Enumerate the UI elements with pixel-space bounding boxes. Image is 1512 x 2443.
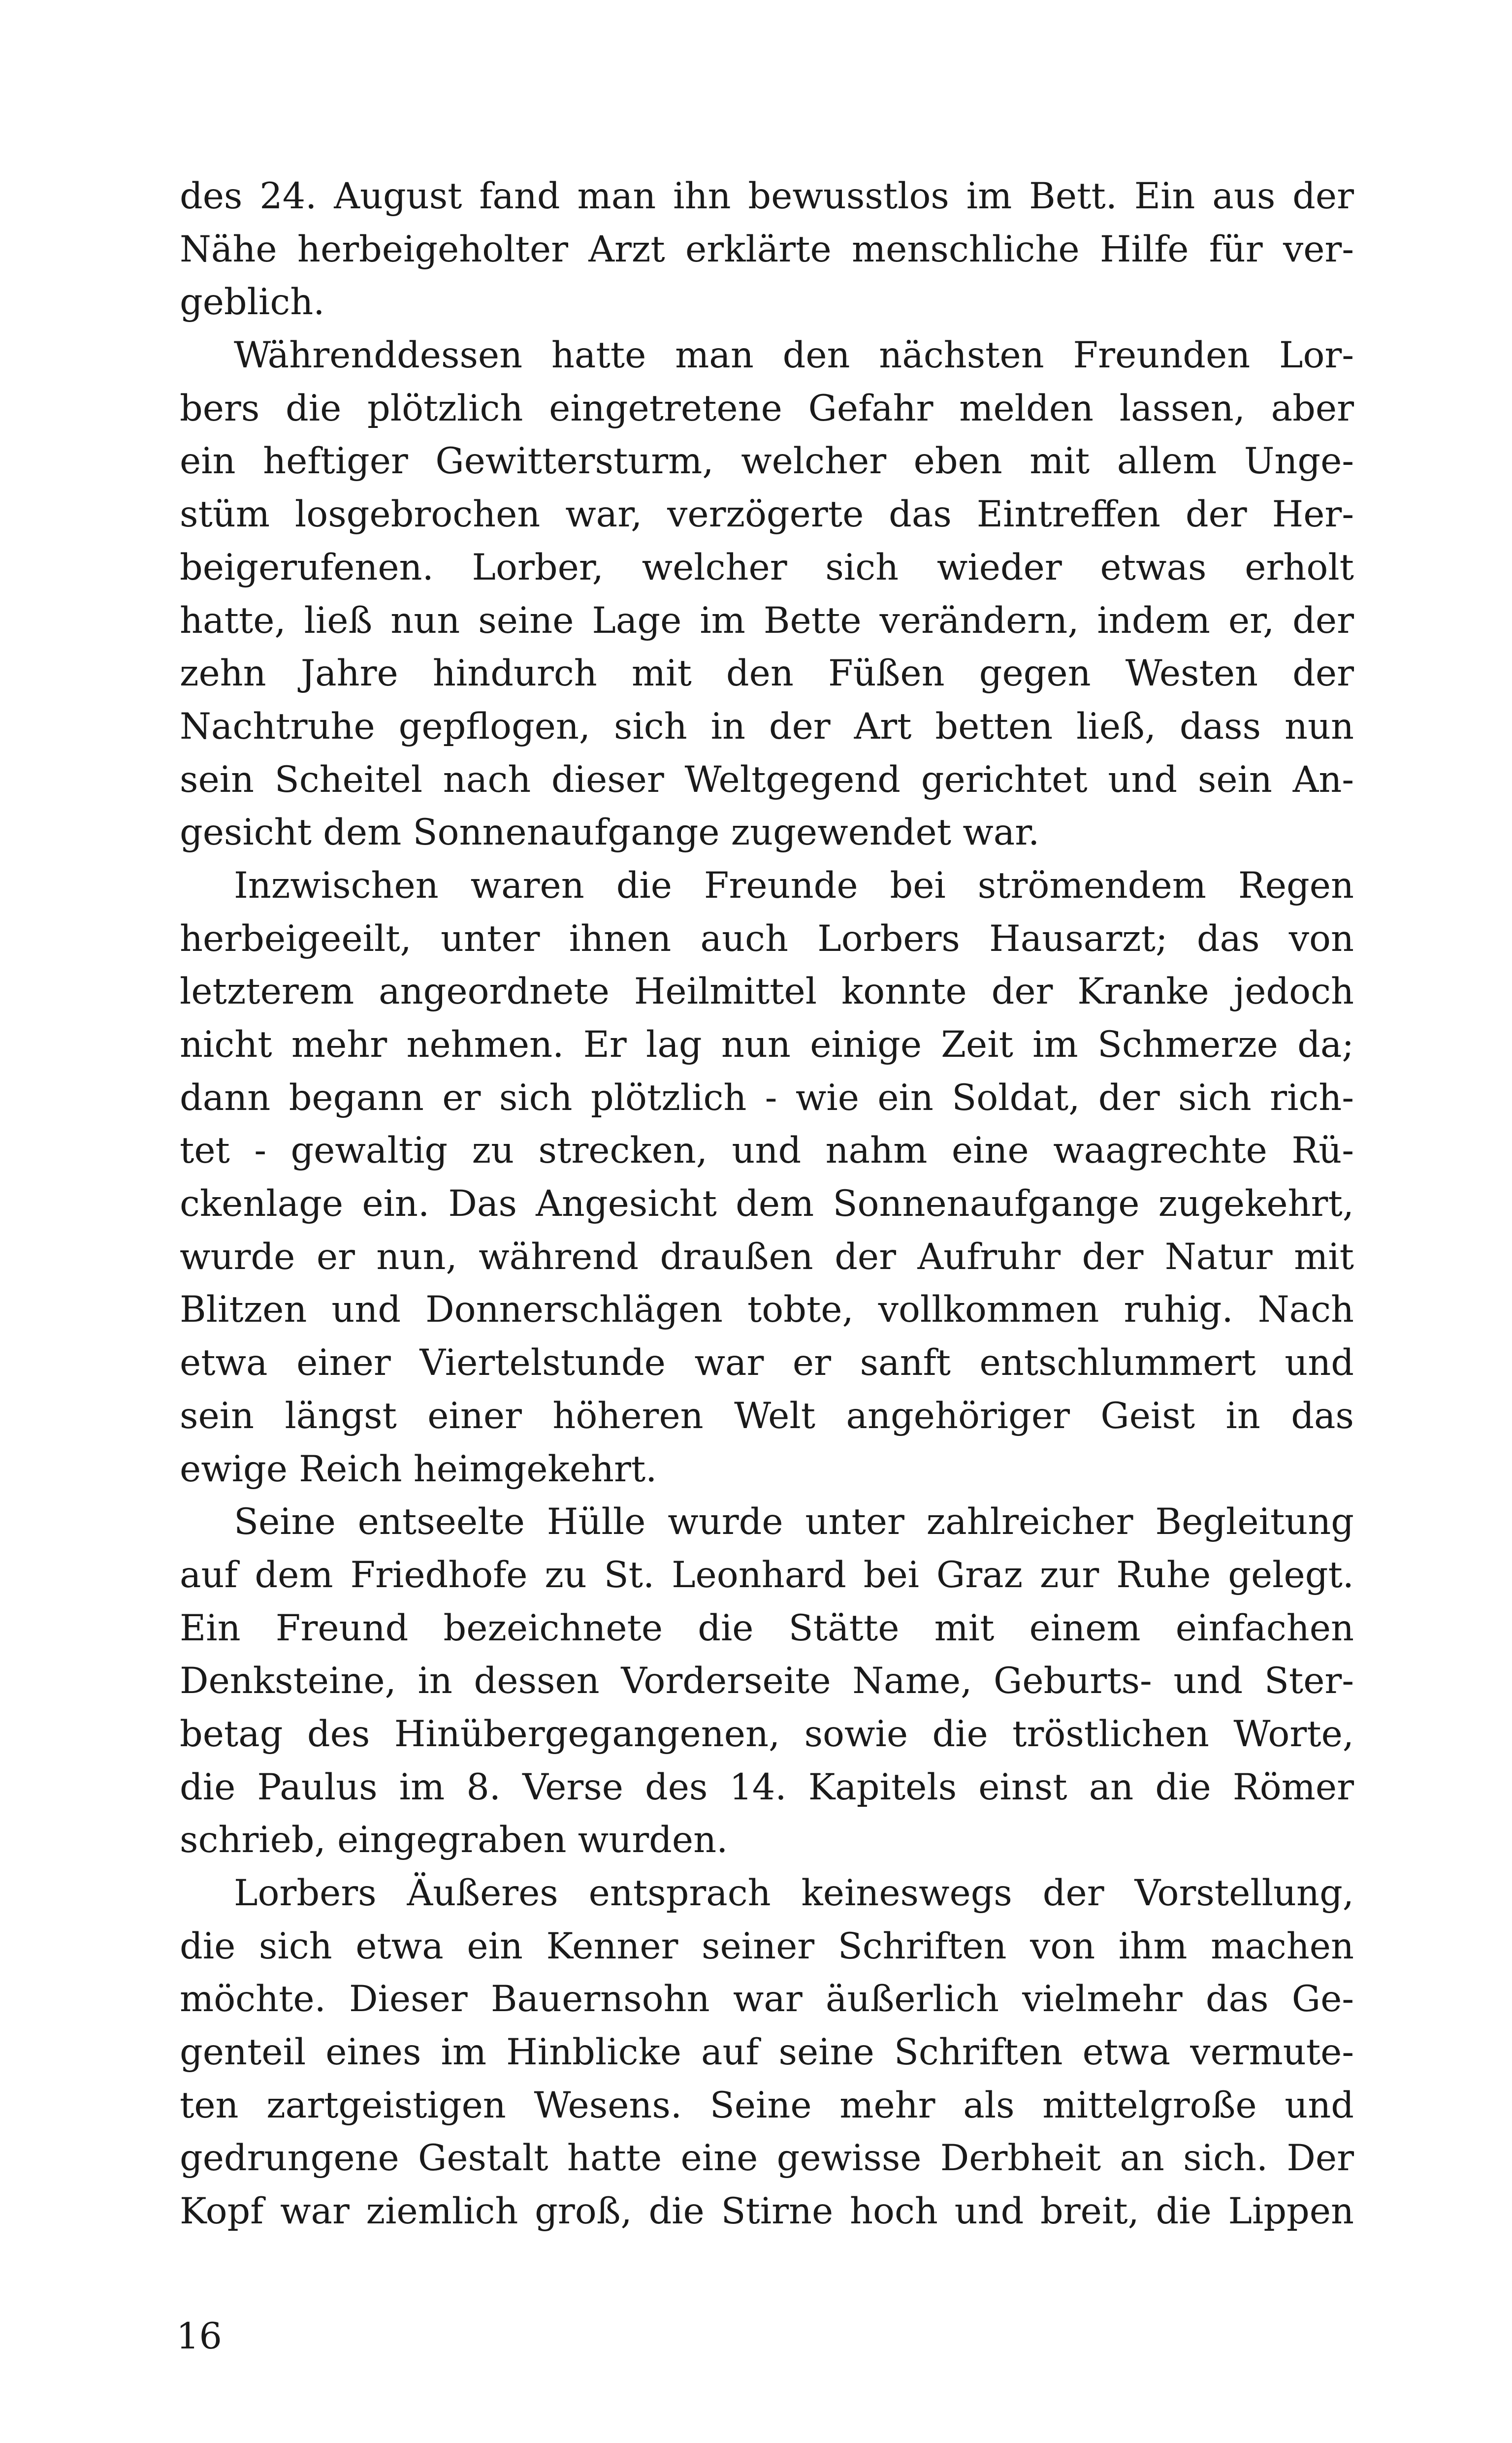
paragraph — [180, 859, 1354, 1496]
text-line: Nachtruhe gepflogen, sich in der Art betten ließ, dass nun — [180, 705, 1354, 748]
text-line: Denksteine, in dessen Vorderseite Name, Geburts- und Ster- — [180, 1660, 1354, 1702]
text-line: tet - gewaltig zu strecken, und nahm eine waagrechte Rü- — [180, 1130, 1354, 1172]
text-line: auf dem Friedhofe zu St. Leonhard bei Graz zur Ruhe gelegt. — [180, 1554, 1354, 1596]
text-line: letzterem angeordnete Heilmittel konnte der Kranke jedoch — [180, 971, 1354, 1013]
text-line: zehn Jahre hindurch mit den Füßen gegen Westen der — [180, 652, 1354, 695]
text-line: nicht mehr nehmen. Er lag nun einige Zeit im Schmerze da; — [180, 1024, 1354, 1066]
text-line: Währenddessen hatte man den nächsten Freunden Lor- — [234, 334, 1354, 377]
text-line: sein Scheitel nach dieser Weltgegend gerichtet und sein An- — [180, 758, 1354, 801]
paragraph — [180, 1496, 1354, 1867]
text-line: wurde er nun, während draußen der Aufruhr der Natur mit — [180, 1236, 1354, 1278]
text-line: bers die plötzlich eingetretene Gefahr melden lassen, aber — [180, 387, 1354, 429]
text-line: dann begann er sich plötzlich - wie ein Soldat, der sich rich- — [180, 1076, 1354, 1119]
text-line: Ein Freund bezeichnete die Stätte mit einem einfachen — [180, 1607, 1354, 1649]
text-line: herbeigeeilt, unter ihnen auch Lorbers Hausarzt; das von — [180, 917, 1354, 960]
text-line: Kopf war ziemlich groß, die Stirne hoch und breit, die Lippen — [180, 2190, 1354, 2233]
text-line: stüm losgebrochen war, verzögerte das Eintreffen der Her- — [180, 493, 1354, 536]
text-line: ein heftiger Gewittersturm, welcher eben mit allem Unge- — [180, 440, 1354, 483]
text-line: möchte. Dieser Bauernsohn war äußerlich vielmehr das Ge- — [180, 1978, 1354, 2020]
text-line: Seine entseelte Hülle wurde unter zahlreicher Begleitung — [234, 1501, 1354, 1543]
paragraph — [180, 1867, 1354, 2238]
text-line: betag des Hinübergegangenen, sowie die tröstlichen Worte, — [180, 1713, 1354, 1755]
text-line: ewige Reich heimgekehrt. — [180, 1448, 657, 1490]
text-line: genteil eines im Hinblicke auf seine Schriften etwa vermute- — [180, 2031, 1354, 2074]
text-line: etwa einer Viertelstunde war er sanft entschlummert und — [180, 1342, 1354, 1384]
body-text — [180, 170, 1354, 2238]
text-line: Inzwischen waren die Freunde bei strömendem Regen — [234, 864, 1354, 907]
text-line: schrieb, eingegraben wurden. — [180, 1819, 728, 1861]
paragraph — [180, 170, 1354, 329]
text-line: die Paulus im 8. Verse des 14. Kapitels einst an die Römer — [180, 1766, 1354, 1808]
text-line: ten zartgeistigen Wesens. Seine mehr als mittelgroße und — [180, 2084, 1354, 2126]
text-line: beigerufenen. Lorber, welcher sich wieder etwas erholt — [180, 546, 1354, 588]
text-line: Nähe herbeigeholter Arzt erklärte menschliche Hilfe für ver- — [180, 228, 1354, 270]
text-line: des 24. August fand man ihn bewusstlos im Bett. Ein aus der — [180, 175, 1354, 217]
text-line: gesicht dem Sonnenaufgange zugewendet war. — [180, 812, 1040, 854]
text-line: ckenlage ein. Das Angesicht dem Sonnenaufgange zugekehrt, — [180, 1183, 1354, 1225]
text-line: geblich. — [180, 281, 325, 324]
text-line: Lorbers Äußeres entsprach keineswegs der Vorstellung, — [234, 1872, 1354, 1914]
paragraph — [180, 329, 1354, 859]
text-line: die sich etwa ein Kenner seiner Schriften von ihm machen — [180, 1925, 1354, 1967]
text-line: Blitzen und Donnerschlägen tobte, vollkommen ruhig. Nach — [180, 1289, 1354, 1331]
text-line: gedrungene Gestalt hatte eine gewisse Derbheit an sich. Der — [180, 2137, 1354, 2180]
page-number: 16 — [176, 2315, 222, 2357]
text-line: sein längst einer höheren Welt angehöriger Geist in das — [180, 1395, 1354, 1437]
text-line: hatte, ließ nun seine Lage im Bette verändern, indem er, der — [180, 599, 1354, 642]
